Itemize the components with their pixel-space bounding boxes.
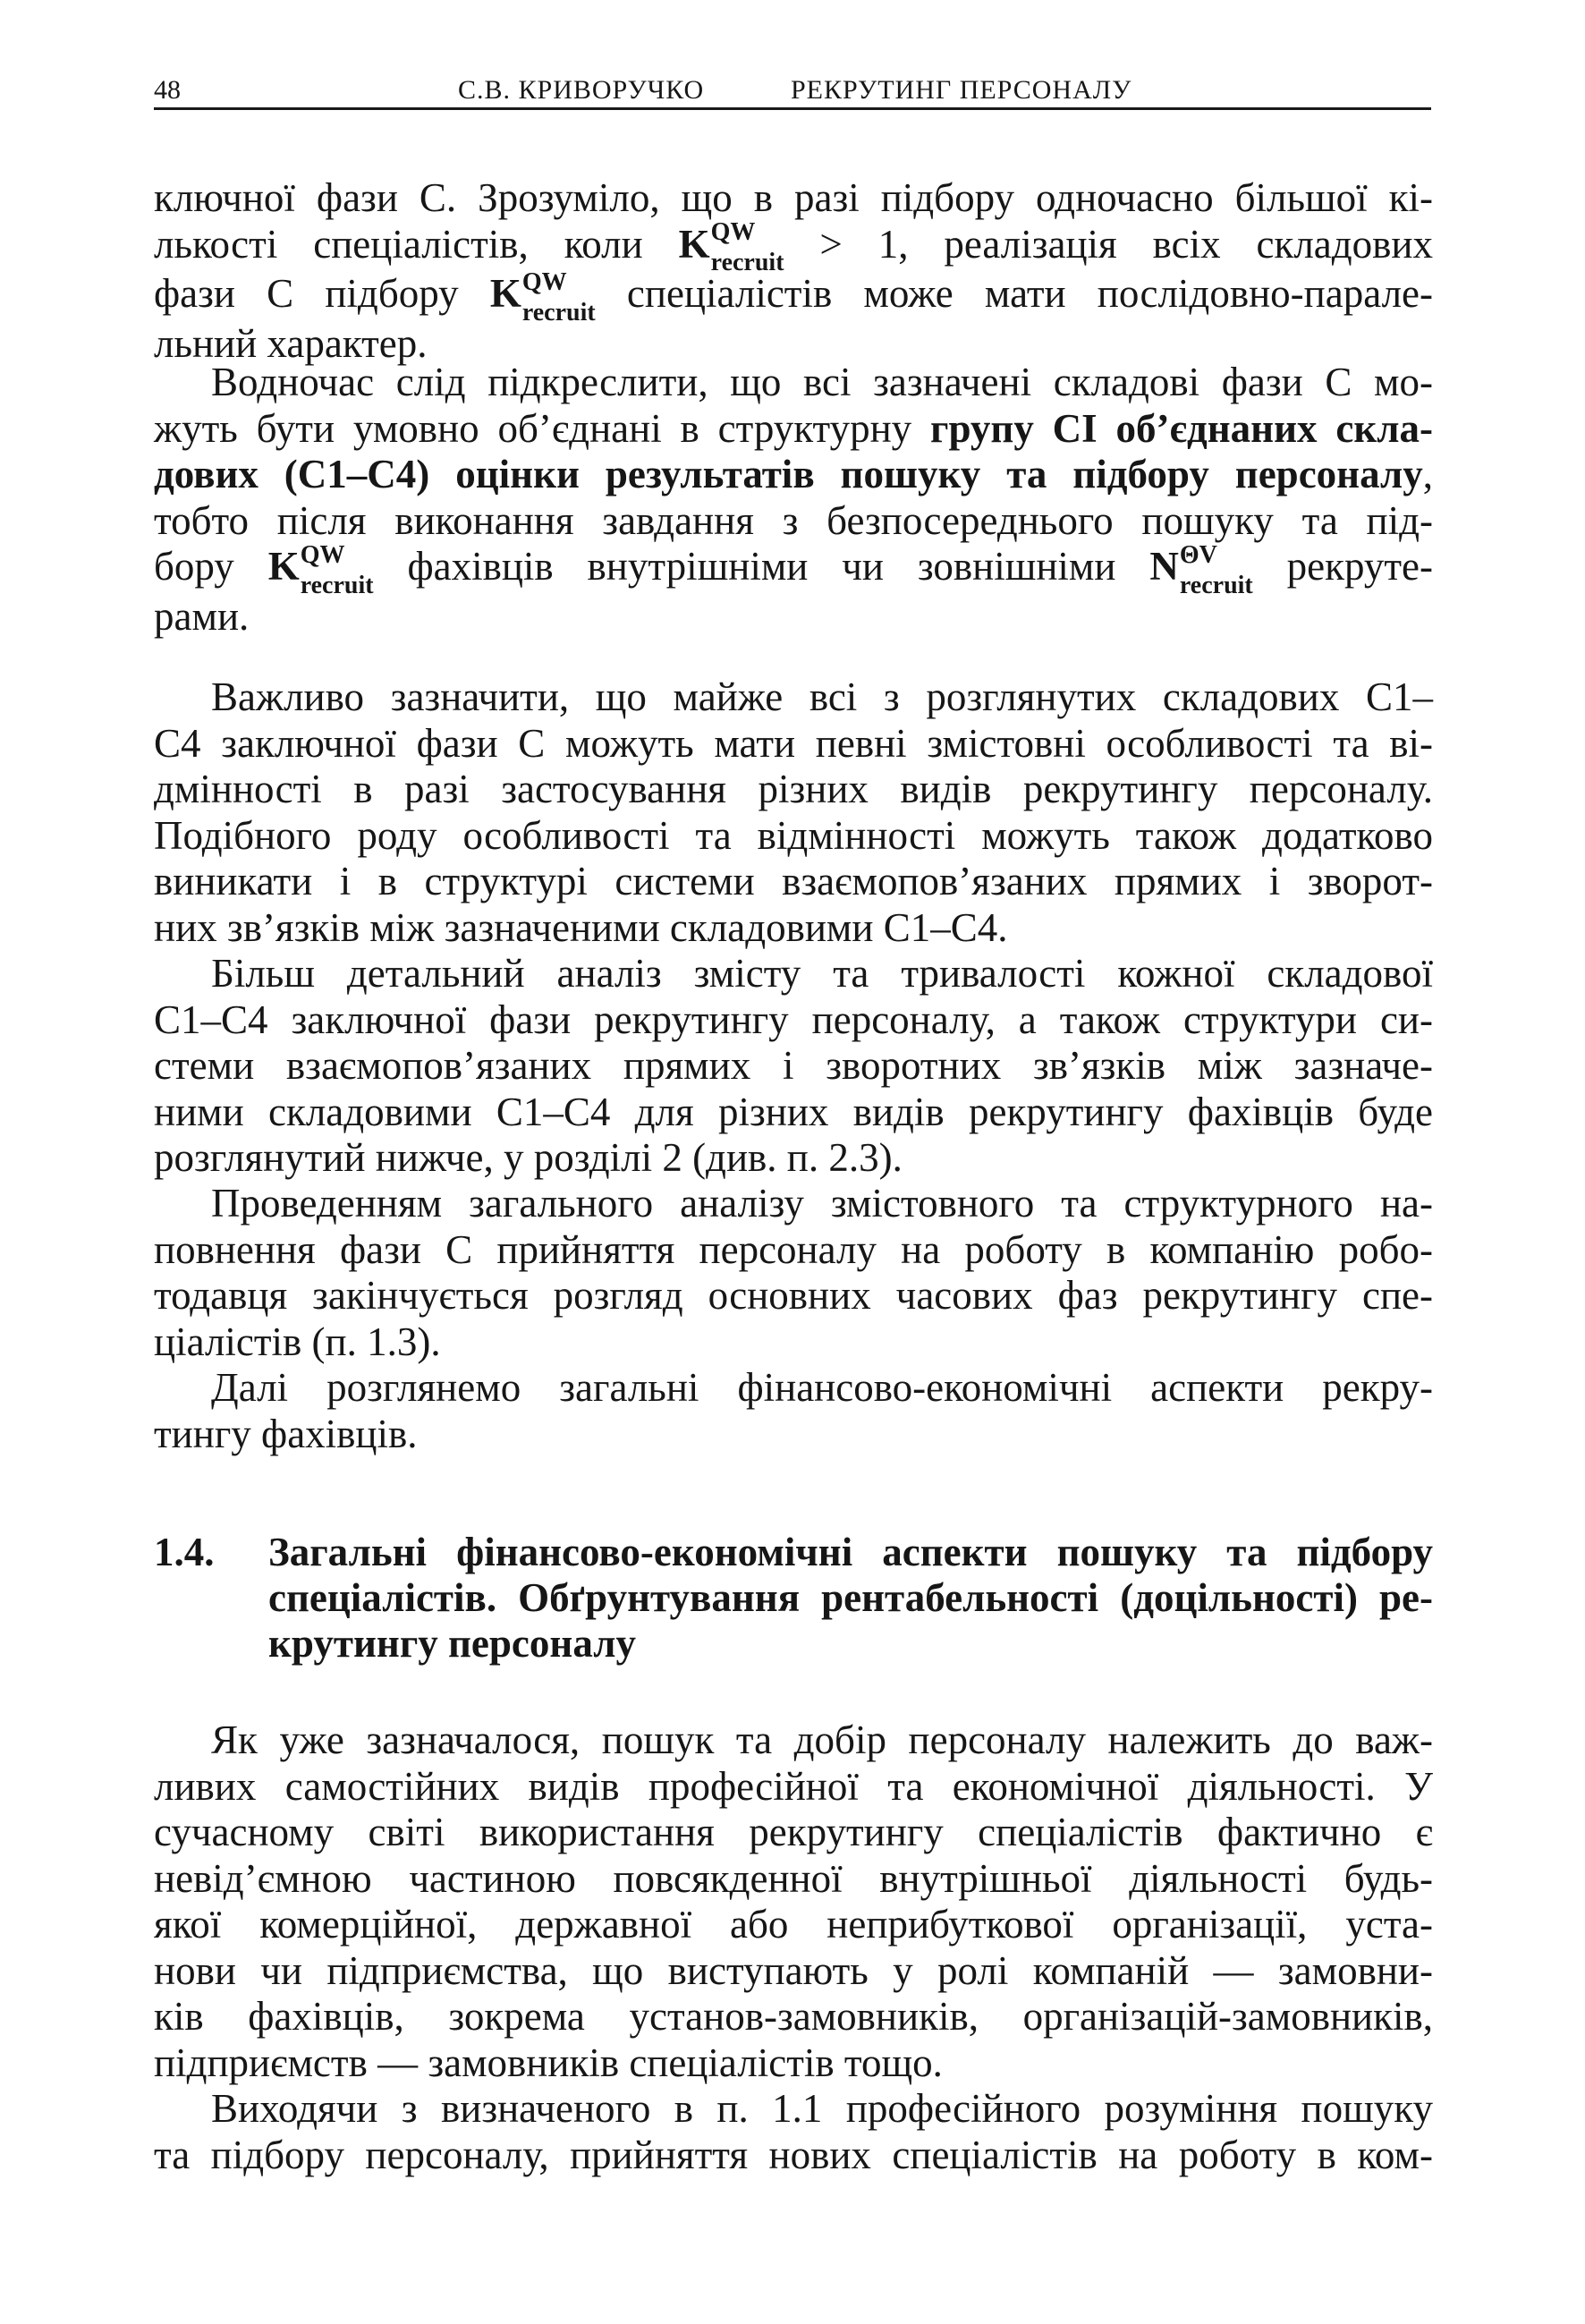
math-k-qw-recruit: K QW recruit (678, 218, 784, 277)
paragraph-2 (154, 360, 1433, 640)
paragraph-7 (154, 1718, 1433, 2086)
text-line: повнення фази С прийняття персоналу на роботу в компанію робо- (154, 1226, 1433, 1272)
running-header (154, 73, 1431, 107)
text-line: ків фахівців, зокрема установ-замовників, організацій-замовників, (154, 1994, 1433, 2039)
text-line: Більш детальний аналіз змісту та тривалості кожної складової (211, 951, 1433, 996)
math-k-qw-recruit: K QW recruit (489, 267, 596, 327)
text-line: бору K QW recruit фахівців внутрішніми чи зовнішніми N ΘV recruit рекруте- (154, 540, 1434, 599)
text-line: льний характер. (154, 320, 428, 366)
text-line: Як уже зазначалося, пошук та добір персоналу належить до важ- (211, 1718, 1433, 1762)
text-line: рами. (154, 593, 250, 639)
text-line: розглянутий нижче, у розділі 2 (див. п. 2.3). (154, 1135, 903, 1180)
paragraph-1 (154, 175, 1433, 367)
heading-line: Загальні фінансово-економічні аспекти пошуку та підбору (268, 1530, 1433, 1574)
text-line: С4 заключної фази С можуть мати певні змістовні особливості та ві- (154, 720, 1433, 766)
paragraph-5 (154, 1181, 1433, 1365)
text-line: виникати і в структурі системи взаємопов’язаних прямих і зворот- (154, 859, 1433, 903)
text-line: тодавця закінчується розгляд основних часових фаз рекрутингу спе- (154, 1273, 1433, 1318)
text-line: ключної фази С. Зрозуміло, що в разі підбору одночасно більшої кі- (154, 175, 1433, 220)
paragraph-8 (154, 2086, 1433, 2178)
text-line: сучасному світі використання рекрутингу спеціалістів фактично є (154, 1810, 1433, 1854)
bold-term: дових (С1–С4) оцінки результатів пошуку та підбору персоналу (154, 452, 1423, 496)
text-line: дмінності в разі застосування різних видів рекрутингу персоналу. (154, 767, 1433, 811)
text-line: Водночас слід підкреслити, що всі зазначені складові фази С мо- (211, 360, 1433, 404)
text-line: жуть бути умовно об’єднані в структурну групу СІ об’єднаних скла- (154, 405, 1433, 451)
section-title (268, 1530, 1433, 1667)
text-line: фази С підбору K QW recruit спеціалістів може мати послідовно-парале- (154, 267, 1433, 327)
math-n-ov-recruit: N ΘV recruit (1149, 540, 1253, 599)
header-author: С.В. КРИВОРУЧКО (458, 75, 705, 105)
text-line: якої комерційної, державної або неприбуткової організації, уста- (154, 1902, 1433, 1947)
text-line: Виходячи з визначеного в п. 1.1 професійного розуміння пошуку (211, 2086, 1433, 2131)
text-line: стеми взаємопов’язаних прямих і зворотних зв’язків між зазначе- (154, 1043, 1433, 1088)
header-rule (154, 107, 1431, 110)
text-line: дових (С1–С4) оцінки результатів пошуку та підбору персоналу, (154, 452, 1433, 496)
paragraph-6 (154, 1365, 1433, 1457)
paragraph-4 (154, 951, 1433, 1182)
text-line: лькості спеціалістів, коли K QW recruit > 1, реалізація всіх складових (154, 218, 1433, 277)
text-line: тингу фахівців. (154, 1411, 418, 1456)
header-book-title: РЕКРУТИНГ ПЕРСОНАЛУ (791, 75, 1132, 105)
text-line: ливих самостійних видів професійної та економічної діяльності. У (154, 1763, 1433, 1809)
text-line: невід’ємною частиною повсякденної внутрішньої діяльності будь- (154, 1855, 1433, 1901)
text-line: Далі розглянемо загальні фінансово-економічні аспекти рекру- (211, 1365, 1433, 1410)
heading-line: спеціалістів. Обґрунтування рентабельності (доцільності) ре- (268, 1575, 1433, 1620)
text-line: ними складовими С1–С4 для різних видів рекрутингу фахівців буде (154, 1089, 1433, 1134)
text-line: них зв’язків між зазначеними складовими С1–С4. (154, 904, 1008, 950)
text-line: Подібного роду особливості та відмінності можуть також додатково (154, 812, 1433, 858)
page-number: 48 (154, 75, 181, 105)
text-line: тобто після виконання завдання з безпосереднього пошуку та під- (154, 497, 1433, 543)
text-line: С1–С4 заключної фази рекрутингу персоналу, а також структури си- (154, 997, 1433, 1042)
text-line: ціалістів (п. 1.3). (154, 1319, 441, 1364)
section-number: 1.4. (154, 1530, 215, 1574)
text-line: Проведенням загального аналізу змістовного та структурного на- (211, 1181, 1433, 1226)
paragraph-3 (154, 674, 1433, 951)
text-line: нови чи підприємства, що виступають у ролі компаній — замовни- (154, 1947, 1433, 1993)
bold-term: групу СІ об’єднаних скла- (930, 405, 1433, 451)
text-line: та підбору персоналу, прийняття нових спеціалістів на роботу в ком- (154, 2132, 1433, 2177)
math-k-qw-recruit: K QW recruit (267, 540, 374, 599)
text-line: Важливо зазначити, що майже всі з розглянутих складових С1– (211, 674, 1433, 719)
heading-line: крутингу персоналу (268, 1621, 636, 1666)
text-line: підприємств — замовників спеціалістів тощо. (154, 2040, 943, 2085)
